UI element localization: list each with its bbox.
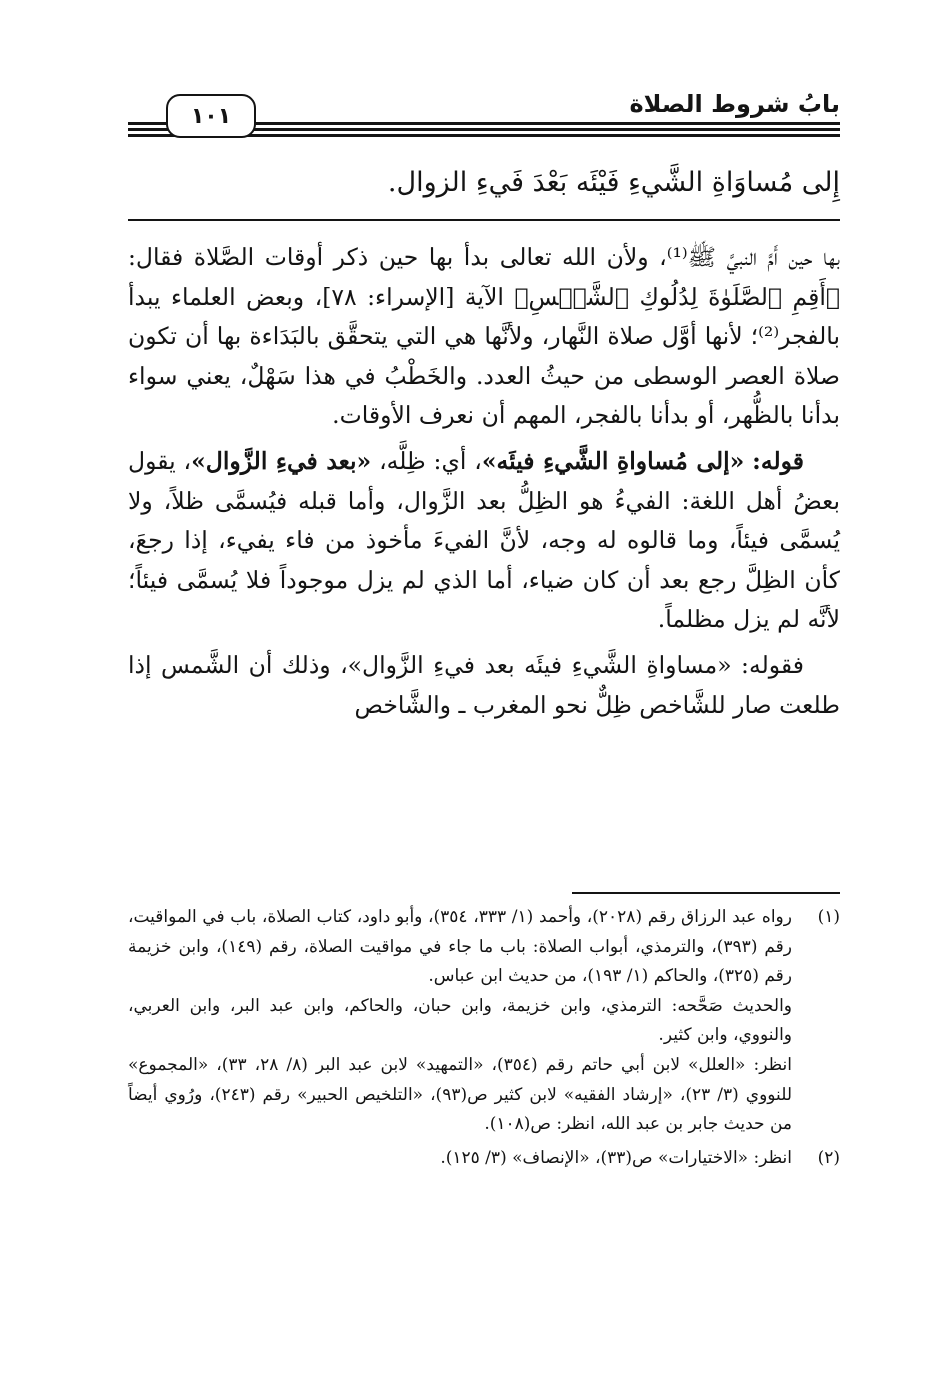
page-header — [128, 84, 840, 148]
footnote-paragraph: والحديث صَحَّحه: الترمذي، وابن خزيمة، وابن حبان، والحاكم، وابن عبد البر، وابن العربي، والنووي، وابن كثير. — [128, 995, 792, 1046]
footnote-paragraph: رواه عبد الرزاق رقم (٢٠٢٨)، وأحمد (١/ ٣٣٣، ٣٥٤)، وأبو داود، كتاب الصلاة، باب في المواقيت، رقم (٣٩٣)، والترمذي، أبواب الصلاة: باب ما جاء في مواقيت الصلاة، رقم (١٤٩)، وابن خزيمة رقم (٣٢٥)، والحاكم (١/ ١٩٣)، من حديث ابن عباس. — [128, 907, 792, 987]
footnote-text — [128, 903, 792, 1140]
running-title: بابُ شروط الصلاة — [629, 90, 840, 118]
commentary-paragraph-2 — [128, 442, 840, 640]
footnotes — [128, 903, 840, 1173]
commentary-paragraph-2-rest: ، يقول بعضُ أهل اللغة: الفيءُ هو الظِلُّ بعد الزَّوال، وأما قبله فيُسمَّى ظلاً، ولا يُسمَّى فيئاً، وما قالوه له وجه، لأنَّ الفيءَ مأخوذ من فاء يفيء، إذا رجعَ، كأن الظِلَّ رجع بعد أن كان ضياء، أما الذي لم يزل موجوداً فلا يُسمَّى فيئاً؛ لأنَّه لم يزل مظلماً. — [128, 446, 840, 634]
footnote-paragraph: انظر: «الاختيارات» ص(٣٣)، «الإنصاف» (٣/ ١٢٥). — [440, 1147, 792, 1168]
footnote-marker: (٢) — [817, 1147, 840, 1168]
footnote-paragraph: انظر: «العلل» لابن أبي حاتم رقم (٣٥٤)، «التمهيد» لابن عبد البر (٨/ ٢٨، ٣٣)، «المجموع» للنووي (٣/ ٢٣)، «إرشاد الفقيه» لابن كثير ص(٩٣)، «التلخيص الحبير» رقم (٢٤٣)، ورُوي أيضاً من حديث جابر بن عبد الله، انظر: ص(١٠٨). — [128, 1054, 792, 1135]
commentary-paragraph-1: بها حين أَمَّ النبيَّ ﷺ⁽¹⁾، ولأن الله تعالى بدأ بها حين ذكر أوقات الصَّلاة فقال: ﴿أَقِمِ ٱلصَّلَوٰةَ لِدُلُوكِ ٱلشَّمۡسِ﴾ الآية [الإسراء: ٧٨]، وبعض العلماء يبدأ بالفجر⁽²⁾؛ لأنها أوَّل صلاة النَّهار، ولأنَّها هي التي يتحقَّق بالبَدَاءة بها أن تكون صلاة العصر الوسطى من حيثُ العدد. والخَطْبُ في هذا سَهْلٌ، يعني سواء بدأنا بالظُّهر، أو بدأنا بالفجر، المهم أن نعرف الأوقات. — [128, 243, 840, 430]
footnote-1 — [128, 903, 840, 1140]
footnote-text — [128, 1144, 792, 1174]
gloss-text: ، أي: ظِلَّه، — [379, 446, 482, 475]
quoted-phrase-1: «إلى مُساواةِ الشَّيءِ فيئَه» — [481, 446, 745, 475]
qawluhu-label: قوله: — [752, 446, 804, 475]
commentary — [128, 238, 840, 725]
matn-text: إِلى مُساوَاةِ الشَّيءِ فَيْئَه بَعْدَ فَيءِ الزوال. — [387, 167, 840, 198]
footnote-marker: (١) — [817, 907, 840, 927]
commentary-paragraph-3: فقوله: «مساواةِ الشَّيءِ فيئَه بعد فيءِ الزَّوال»، وذلك أن الشَّمس إذا طلعت صار للشَّاخص ظِلٌّ نحو المغرب ـ والشَّاخص — [128, 650, 840, 719]
page-number: ١٠١ — [166, 94, 256, 138]
footnote-separator — [572, 892, 840, 894]
footnote-2 — [128, 1144, 840, 1174]
matn-separator — [128, 219, 840, 221]
quoted-phrase-2: «بعد فيءِ الزَّوال» — [191, 446, 372, 475]
